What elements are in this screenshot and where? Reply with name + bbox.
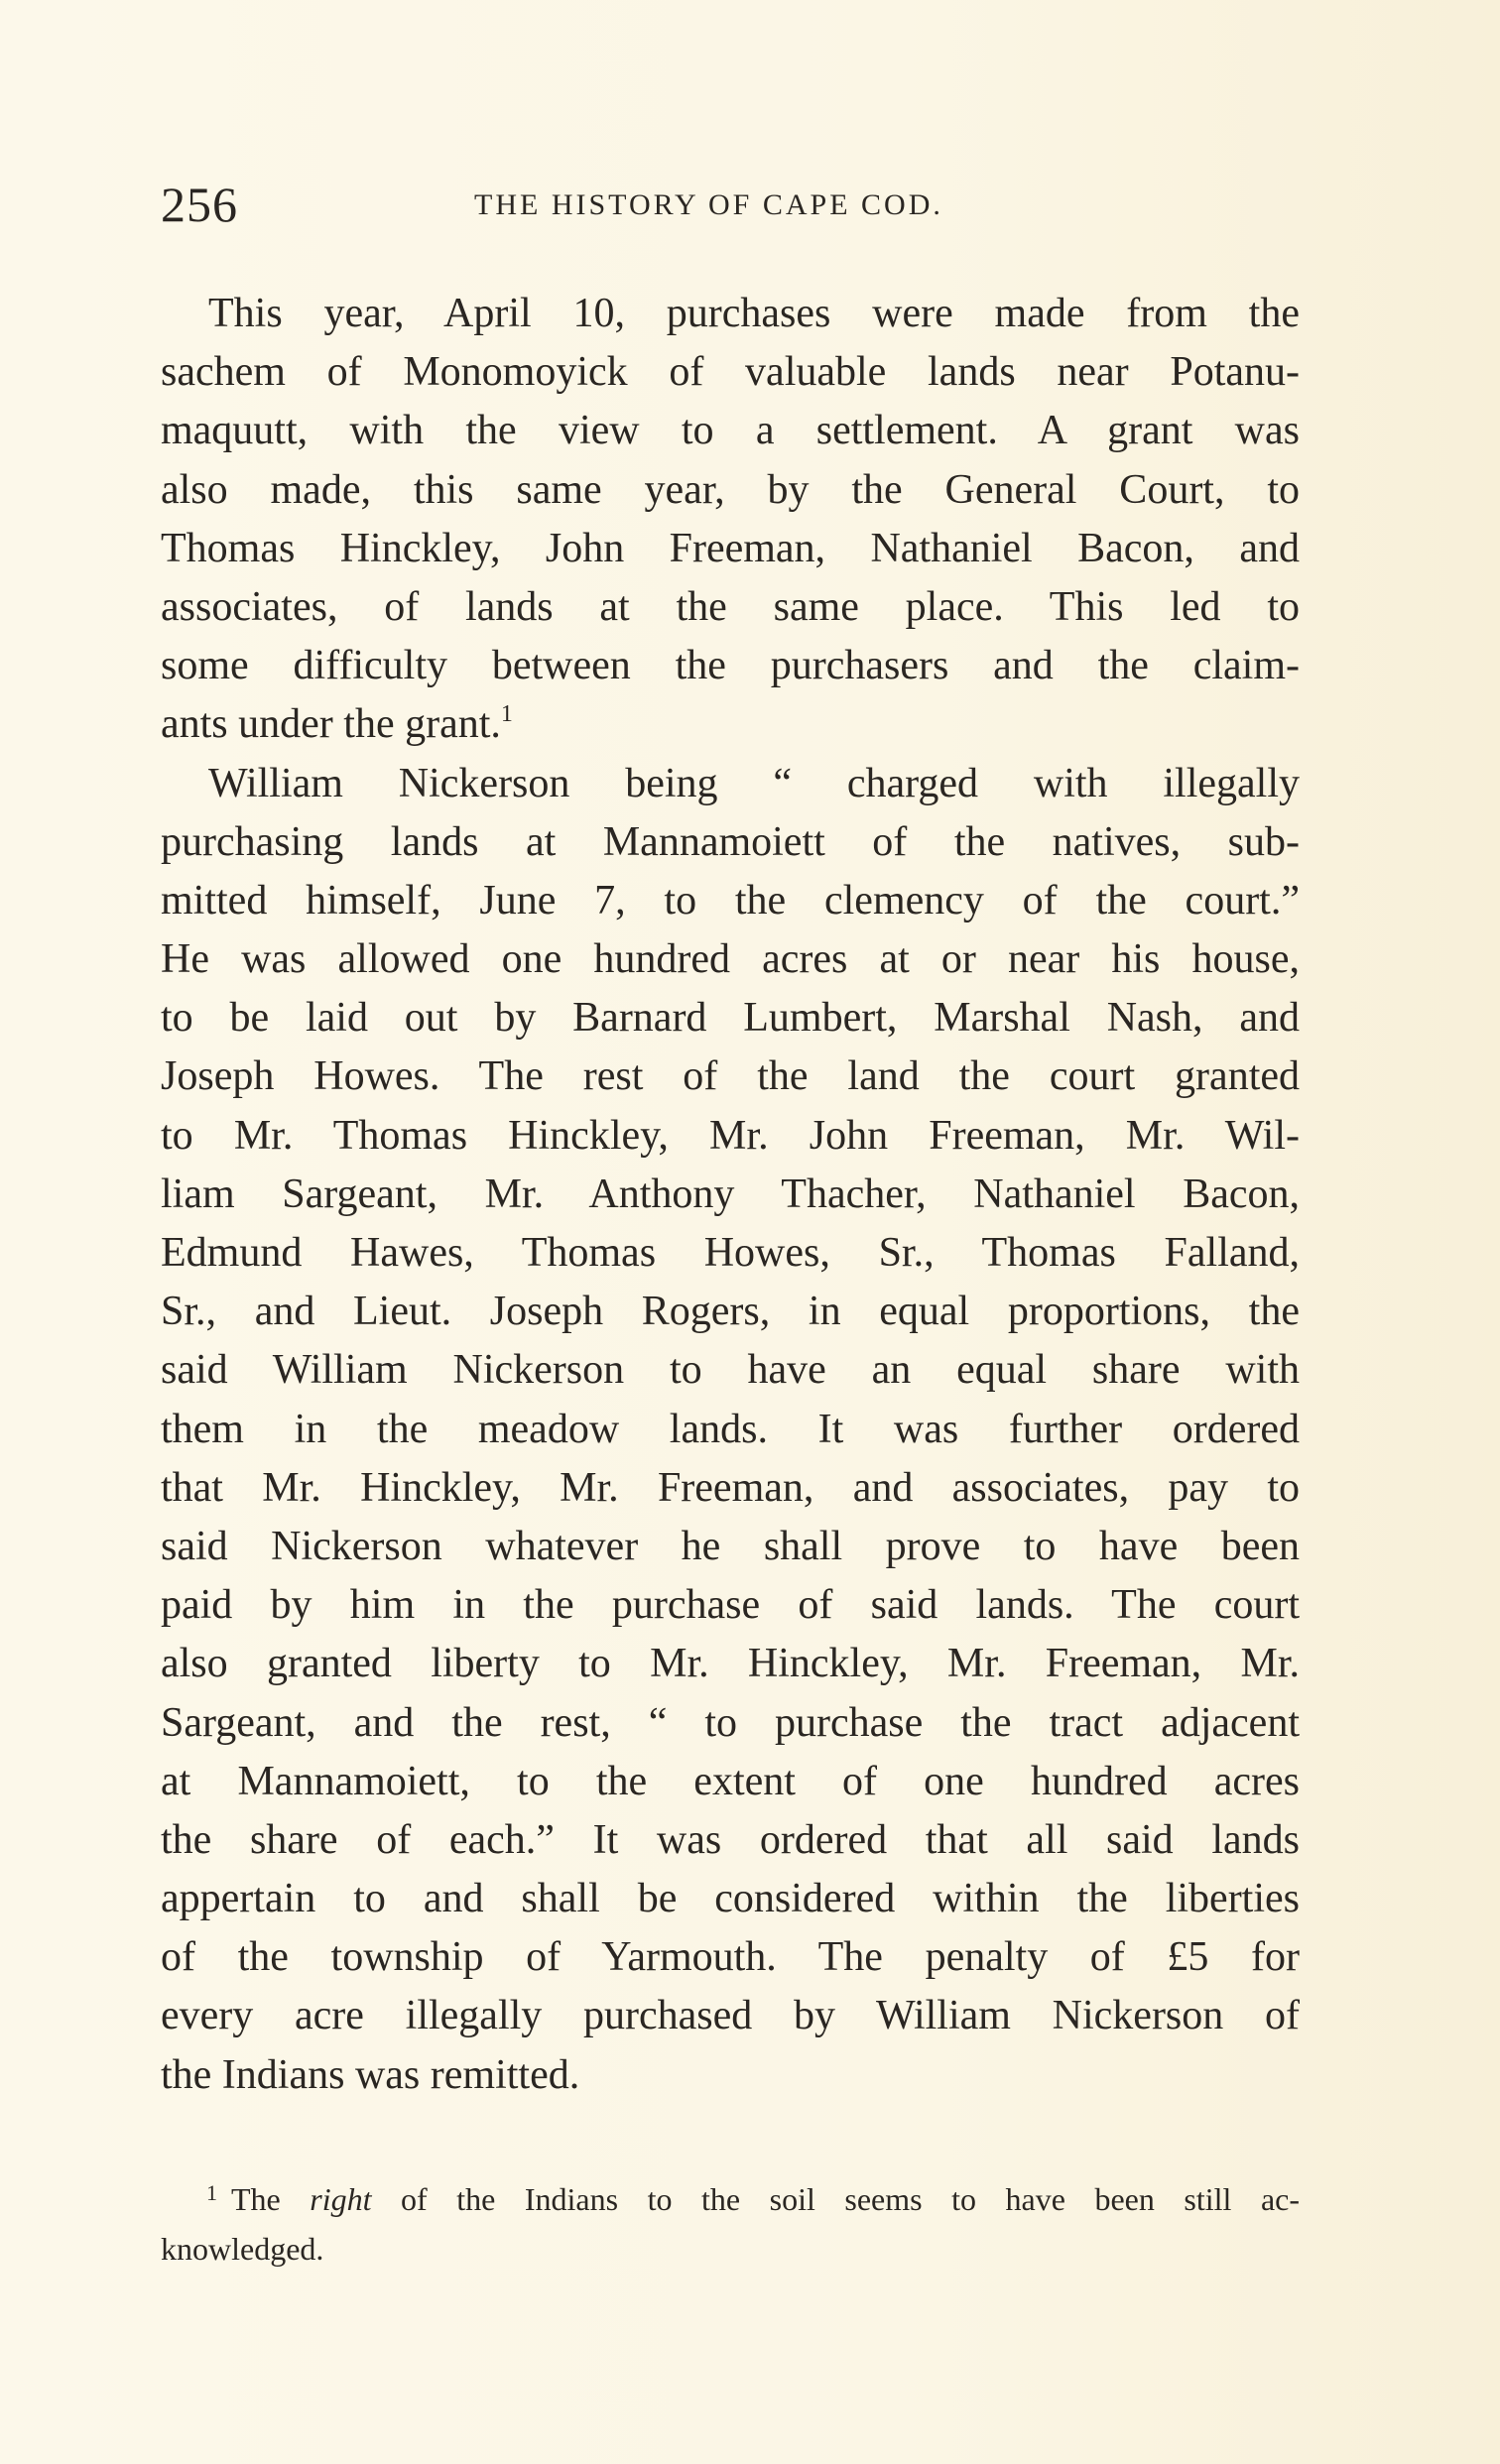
body-text (161, 285, 1300, 2105)
text-line: of the township of Yarmouth. The penalty of £5 for (161, 1934, 1300, 1981)
page-number: 256 (161, 177, 238, 232)
text-line: said William Nickerson to have an equal share with (161, 1347, 1300, 1394)
text-line: liam Sargeant, Mr. Anthony Thacher, Nathaniel Bacon, (161, 1170, 1300, 1217)
text-line: Sr., and Lieut. Joseph Rogers, in equal proportions, the (161, 1289, 1300, 1335)
text-line: that Mr. Hinckley, Mr. Freeman, and associates, pay to (161, 1464, 1300, 1511)
text-line: purchasing lands at Mannamoiett of the natives, sub- (161, 818, 1300, 865)
text-line (161, 695, 1300, 754)
running-title: THE HISTORY OF CAPE COD. (474, 188, 943, 221)
text-line: This year, April 10, purchases were made from the (208, 291, 1300, 336)
text-line: Edmund Hawes, Thomas Howes, Sr., Thomas Falland, (161, 1230, 1300, 1276)
text-line: William Nickerson being “ charged with illegally (208, 760, 1300, 806)
text-line: Joseph Howes. The rest of the land the court granted (161, 1053, 1300, 1100)
text-line: Thomas Hinckley, John Freeman, Nathaniel Bacon, and (161, 525, 1300, 571)
footnote-text: The (231, 2181, 281, 2217)
footnote-text: of the Indians to the soil seems to have been still ac- (401, 2181, 1300, 2217)
text-line: said Nickerson whatever he shall prove to have been (161, 1523, 1300, 1569)
text-line: He was allowed one hundred acres at or near his house, (161, 936, 1300, 983)
text-line: sachem of Monomoyick of valuable lands near Potanu- (161, 349, 1300, 396)
running-head (161, 175, 1300, 234)
text-line: Sargeant, and the rest, “ to purchase the tract adjacent (161, 1699, 1300, 1746)
text-line: the Indians was remitted. (161, 2051, 580, 2098)
text-line: to Mr. Thomas Hinckley, Mr. John Freeman, Mr. Wil- (161, 1112, 1300, 1159)
text-line: also made, this same year, by the General Court, to (161, 466, 1300, 513)
footnote-reference: 1 (500, 701, 513, 728)
text-line: maquutt, with the view to a settlement. A grant was (161, 408, 1300, 454)
text-line: also granted liberty to Mr. Hinckley, Mr. Freeman, Mr. (161, 1641, 1300, 1687)
footnote (161, 2174, 1300, 2274)
footnote-marker: 1 (206, 2180, 217, 2205)
text-line: them in the meadow lands. It was further ordered (161, 1406, 1300, 1452)
text-line: mitted himself, June 7, to the clemency of the court.” (161, 877, 1300, 924)
footnote-line: knowledged. (161, 2231, 324, 2267)
text-line: associates, of lands at the same place. This led to (161, 583, 1300, 630)
footnote-italic-word: right (310, 2181, 372, 2217)
text-line: paid by him in the purchase of said lands. The court (161, 1582, 1300, 1629)
text-line: every acre illegally purchased by William Nickerson of (161, 1993, 1300, 2039)
text-line: the share of each.” It was ordered that all said lands (161, 1816, 1300, 1863)
footnote-line (161, 2174, 1300, 2224)
text-line: at Mannamoiett, to the extent of one hundred acres (161, 1758, 1300, 1804)
text-line: appertain to and shall be considered within the liberties (161, 1876, 1300, 1922)
text-line: to be laid out by Barnard Lumbert, Marshal Nash, and (161, 995, 1300, 1042)
text-line: some difficulty between the purchasers and the claim- (161, 643, 1300, 689)
text-line-content: ants under the grant. (161, 701, 501, 748)
